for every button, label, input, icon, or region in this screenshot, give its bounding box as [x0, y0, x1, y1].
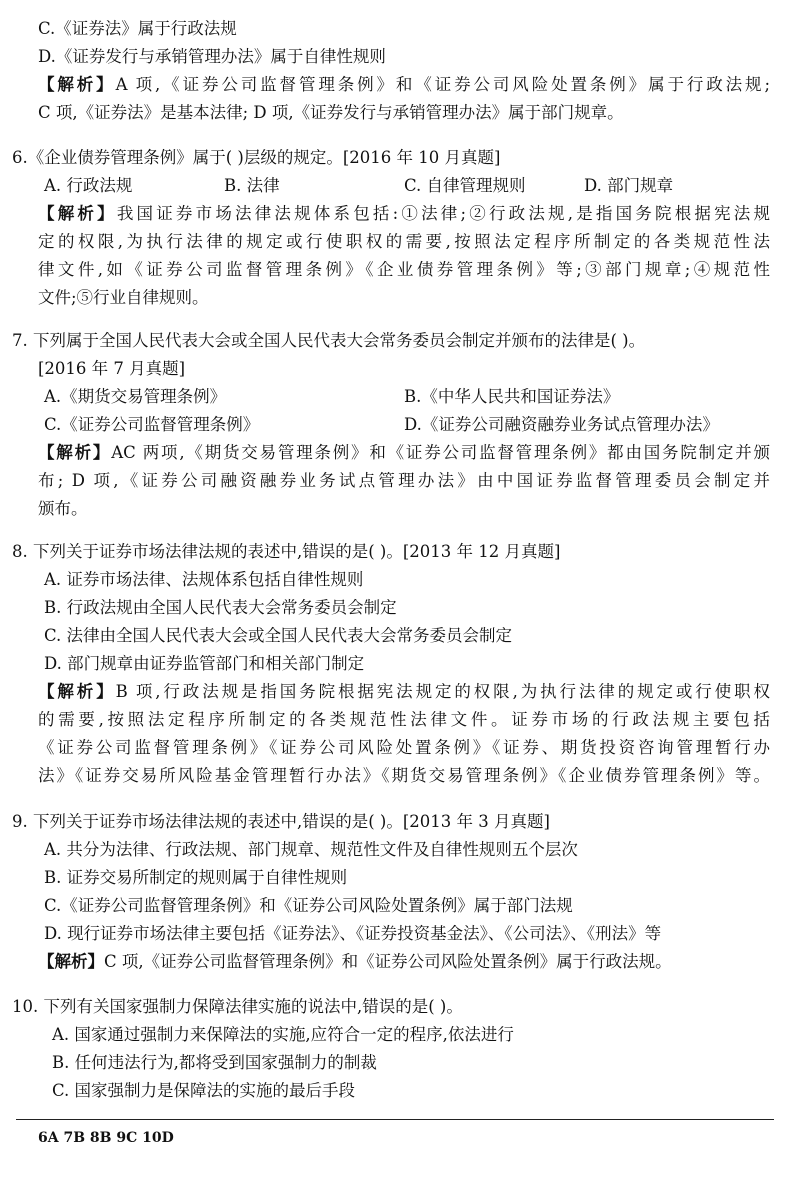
q5-analysis-line: 【解析】A 项,《证券公司监督管理条例》和《证券公司风险处置条例》属于行政法规; [38, 75, 771, 94]
q8-option-d: D. 部门规章由证券监管部门和相关部门制定 [44, 654, 365, 673]
q8-option-a: A. 证券市场法律、法规体系包括自律性规则 [44, 570, 364, 589]
q10-option-b: B. 任何违法行为,都将受到国家强制力的制裁 [52, 1053, 377, 1072]
q9-analysis-line: 【解析】C 项,《证券公司监督管理条例》和《证券公司风险处置条例》属于行政法规。 [38, 952, 672, 971]
q7-option-c: C.《证券公司监督管理条例》 [44, 415, 260, 434]
footer-divider [16, 1119, 774, 1120]
analysis-tag: 【解析】 [38, 443, 112, 462]
q10-option-a: A. 国家通过强制力来保障法的实施,应符合一定的程序,依法进行 [52, 1025, 514, 1044]
analysis-tag: 【解析】 [38, 952, 104, 971]
q8-analysis-line: 法》《证券交易所风险基金管理暂行办法》《期货交易管理条例》《企业债券管理条例》等。 [38, 766, 770, 785]
q6-option-d: D. 部门规章 [584, 176, 674, 195]
q7-option-b: B.《中华人民共和国证券法》 [404, 387, 620, 406]
q6-analysis-line: 律文件,如《证券公司监督管理条例》《企业债券管理条例》等;③部门规章;④规范性 [38, 260, 770, 279]
q8-option-c: C. 法律由全国人民代表大会或全国人民代表大会常务委员会制定 [44, 626, 513, 645]
q9-stem: 9. 下列关于证券市场法律法规的表述中,错误的是( )。[2013 年 3 月真题] [12, 812, 550, 831]
q6-stem: 6.《企业债券管理条例》属于( )层级的规定。[2016 年 10 月真题] [12, 148, 501, 167]
q5-option-c: C.《证券法》属于行政法规 [38, 19, 237, 38]
q8-analysis-line: 的需要,按照法定程序所制定的各类规范性法律文件。证券市场的行政法规主要包括 [38, 710, 770, 729]
answer-key: 6A 7B 8B 9C 10D [38, 1130, 174, 1146]
q5-option-d: D.《证券发行与承销管理办法》属于自律性规则 [38, 47, 386, 66]
q9-option-c: C.《证券公司监督管理条例》和《证券公司风险处置条例》属于部门法规 [44, 896, 573, 915]
q8-stem: 8. 下列关于证券市场法律法规的表述中,错误的是( )。[2013 年 12 月真题] [12, 542, 561, 561]
q6-option-c: C. 自律管理规则 [404, 176, 526, 195]
q7-stem-source: [2016 年 7 月真题] [38, 359, 186, 378]
q6-analysis-line: 【解析】我国证券市场法律法规体系包括:①法律;②行政法规,是指国务院根据宪法规 [38, 204, 770, 223]
q7-option-d: D.《证券公司融资融券业务试点管理办法》 [404, 415, 719, 434]
q6-option-a: A. 行政法规 [44, 176, 133, 195]
q5-analysis-line: C 项,《证券法》是基本法律; D 项,《证券发行与承销管理办法》属于部门规章。 [38, 103, 624, 122]
q6-analysis-line: 文件;⑤行业自律规则。 [38, 288, 209, 307]
analysis-tag: 【解析】 [38, 682, 116, 701]
q6-option-b: B. 法律 [224, 176, 280, 195]
q9-option-d: D. 现行证券市场法律主要包括《证券法》、《证券投资基金法》、《公司法》、《刑法》等 [44, 924, 662, 943]
q8-analysis-line: 【解析】B 项,行政法规是指国务院根据宪法规定的权限,为执行法律的规定或行使职权 [38, 682, 770, 701]
analysis-tag: 【解析】 [38, 204, 117, 223]
q7-analysis-line: 颁布。 [38, 499, 88, 518]
q7-analysis-line: 布; D 项,《证券公司融资融券业务试点管理办法》由中国证券监督管理委员会制定并 [38, 471, 770, 490]
q6-analysis-line: 定的权限,为执行法律的规定或行使职权的需要,按照法定程序所制定的各类规范性法 [38, 232, 770, 251]
analysis-tag: 【解析】 [38, 75, 116, 94]
q10-option-c: C. 国家强制力是保障法的实施的最后手段 [52, 1081, 356, 1100]
q9-option-b: B. 证券交易所制定的规则属于自律性规则 [44, 868, 348, 887]
q9-option-a: A. 共分为法律、行政法规、部门规章、规范性文件及自律性规则五个层次 [44, 840, 578, 859]
q7-option-a: A.《期货交易管理条例》 [44, 387, 227, 406]
q8-analysis-line: 《证券公司监督管理条例》《证券公司风险处置条例》《证券、期货投资咨询管理暂行办 [38, 738, 770, 757]
q7-stem: 7. 下列属于全国人民代表大会或全国人民代表大会常务委员会制定并颁布的法律是( )。 [12, 331, 646, 350]
q8-option-b: B. 行政法规由全国人民代表大会常务委员会制定 [44, 598, 397, 617]
q10-stem: 10. 下列有关国家强制力保障法律实施的说法中,错误的是( )。 [12, 997, 463, 1016]
q7-analysis-line: 【解析】AC 两项,《期货交易管理条例》和《证券公司监督管理条例》都由国务院制定并颁 [38, 443, 771, 462]
